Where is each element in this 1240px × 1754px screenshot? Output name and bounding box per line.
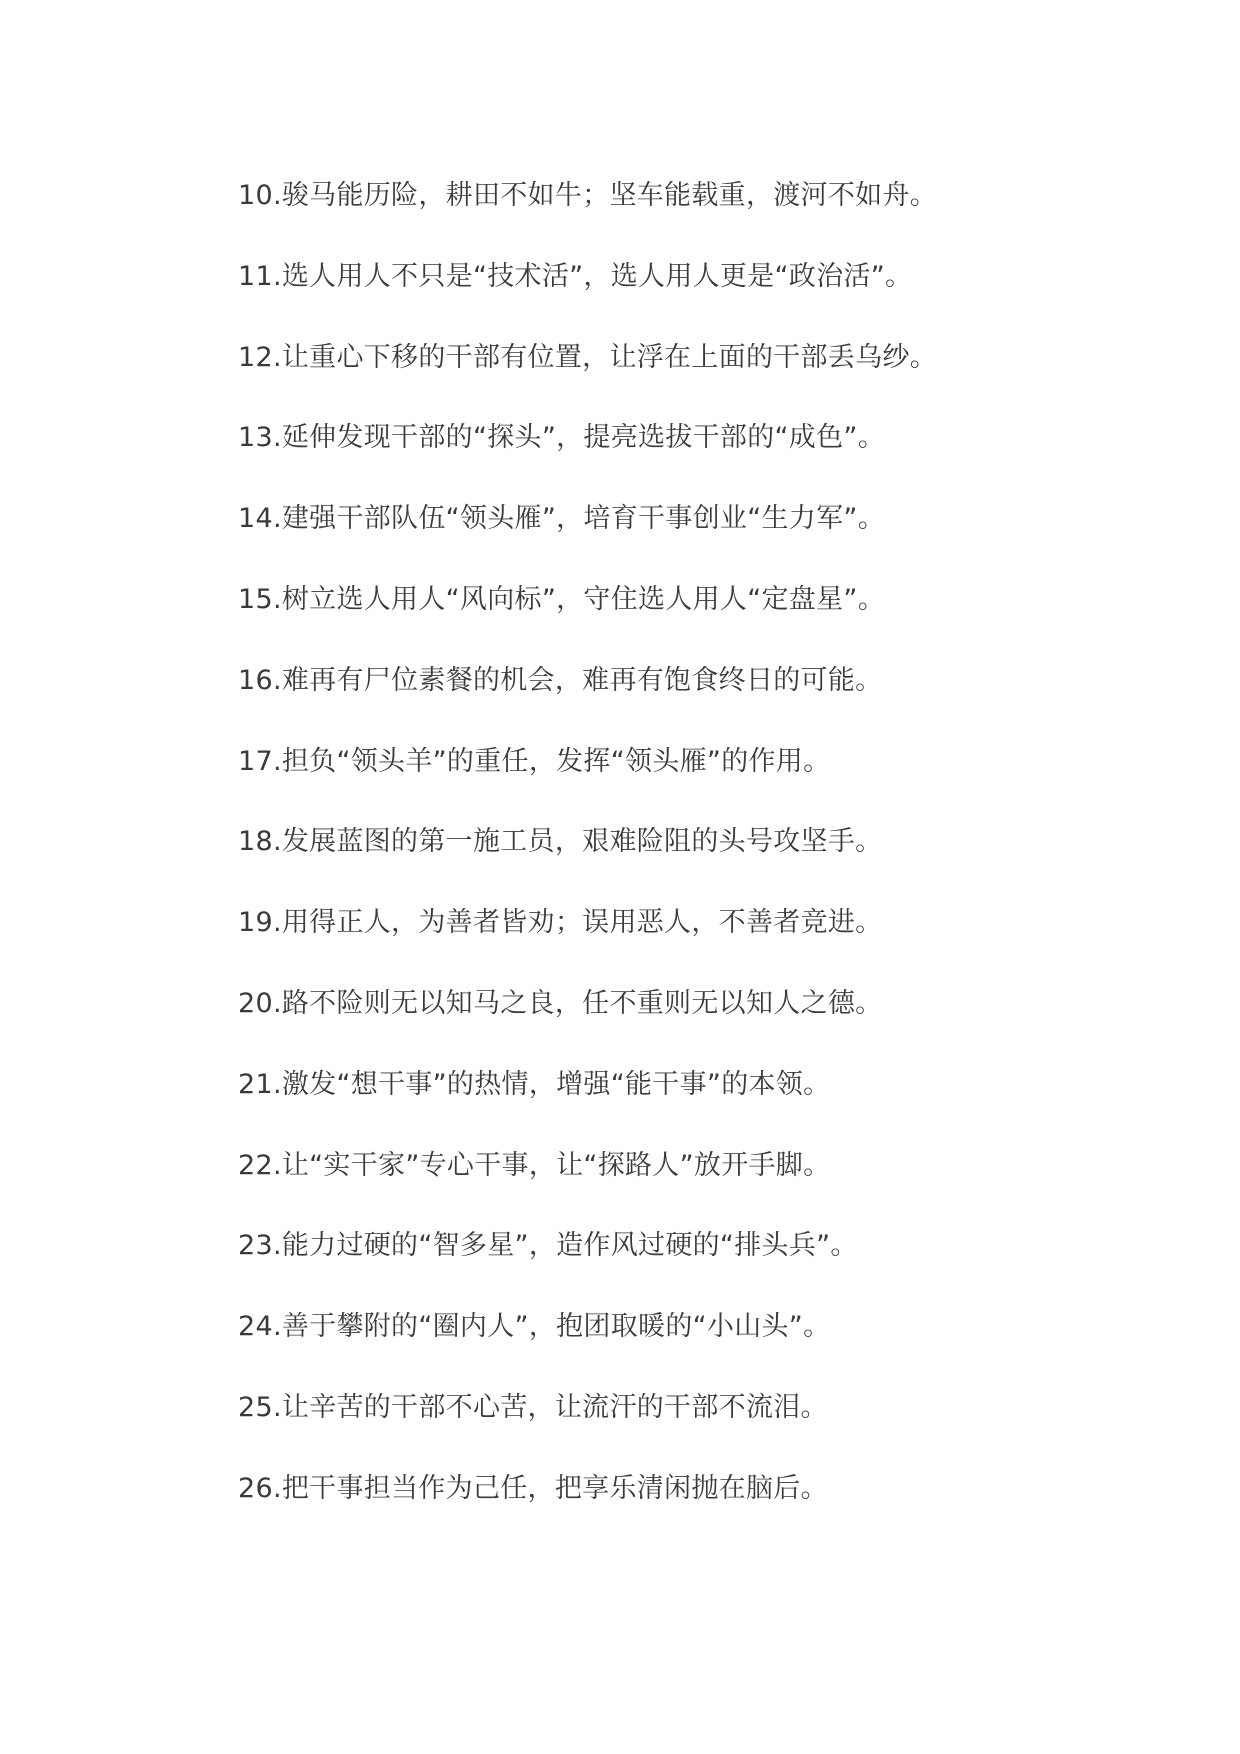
quote-line-18: 18.发展蓝图的第一施工员，艰难险阻的头号攻坚手。 xyxy=(238,826,883,858)
quote-line-14: 14.建强干部队伍“领头雁”，培育干事创业“生力军”。 xyxy=(238,503,885,535)
quote-line-13: 13.延伸发现干部的“探头”，提亮选拔干部的“成色”。 xyxy=(238,422,885,454)
quote-line-17: 17.担负“领头羊”的重任，发挥“领头雁”的作用。 xyxy=(238,745,831,777)
quote-line-26: 26.把干事担当作为己任，把享乐清闲抛在脑后。 xyxy=(238,1472,828,1504)
quote-line-10: 10.骏马能历险，耕田不如牛；坚车能载重，渡河不如舟。 xyxy=(238,180,938,211)
quote-line-25: 25.让辛苦的干部不心苦，让流汗的干部不流泪。 xyxy=(238,1391,828,1423)
quote-line-12: 12.让重心下移的干部有位置，让浮在上面的干部丢乌纱。 xyxy=(238,341,938,373)
quote-list xyxy=(238,168,1198,1542)
quote-line-15: 15.树立选人用人“风向标”，守住选人用人“定盘星”。 xyxy=(238,583,885,615)
quote-line-16: 16.难再有尸位素餐的机会，难再有饱食终日的可能。 xyxy=(238,664,883,696)
quote-line-24: 24.善于攀附的“圈内人”，抱团取暖的“小山头”。 xyxy=(238,1311,831,1343)
quote-line-21: 21.激发“想干事”的热情，增强“能干事”的本领。 xyxy=(238,1068,831,1100)
quote-line-20: 20.路不险则无以知马之良，任不重则无以知人之德。 xyxy=(238,987,883,1019)
quote-line-11: 11.选人用人不只是“技术活”，选人用人更是“政治活”。 xyxy=(238,260,913,292)
quote-line-22: 22.让“实干家”专心干事，让“探路人”放开手脚。 xyxy=(238,1149,831,1181)
quote-line-19: 19.用得正人，为善者皆劝；误用恶人，不善者竞进。 xyxy=(238,907,883,939)
quote-line-23: 23.能力过硬的“智多星”，造作风过硬的“排头兵”。 xyxy=(238,1230,858,1262)
